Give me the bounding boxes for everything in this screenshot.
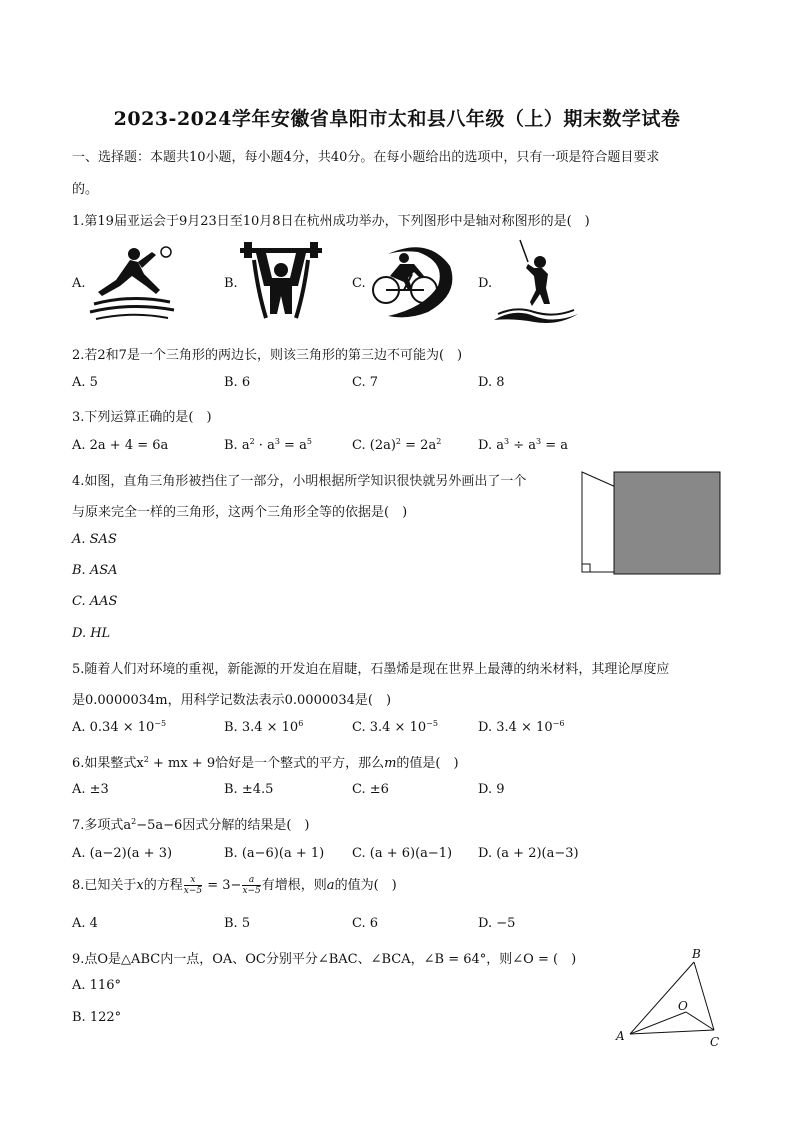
question-1-stem: 1.第19届亚运会于9月23日至10月8日在杭州成功举办，下列图形中是轴对称图形的是( )	[72, 214, 590, 229]
vertex-label-c: C	[710, 1035, 720, 1049]
question-6-stem: 6.如果整式$x^2$ + mx + 9恰好是一个整式的平方，那么m的值是( )	[72, 755, 459, 771]
q7-option-b: B. (a−6)(a + 1)	[224, 846, 325, 861]
q8-option-d: D. −5	[478, 916, 516, 931]
q2-option-c: C. 7	[352, 375, 379, 390]
q2-option-d: D. 8	[478, 375, 505, 390]
q6-option-d: D. 9	[478, 782, 505, 797]
q7-option-d: D. (a + 2)(a−3)	[478, 846, 579, 861]
q8-option-c: C. 6	[352, 916, 379, 931]
question-4-line1: 4.如图，直角三角形被挡住了一部分，小明根据所学知识很快就另外画出了一个	[72, 474, 527, 489]
q4-option-b: B. ASA	[72, 563, 118, 578]
q1-option-c: C.	[352, 276, 366, 291]
q9-option-b: B. 122°	[72, 1010, 122, 1025]
q1-option-b: B.	[224, 276, 238, 291]
hidden-triangle-figure	[578, 468, 724, 582]
q4-option-d: D. HL	[72, 626, 111, 641]
cyclist-icon	[368, 242, 458, 324]
triangle-abc-figure	[610, 944, 740, 1054]
vertex-label-a: A	[616, 1029, 625, 1043]
q3-option-b: B. $a^2 \cdot a^3 = a^5$	[224, 437, 312, 453]
q2-option-b: B. 6	[224, 375, 251, 390]
q5-option-d: D. $3.4 \times 10^{-6}$	[478, 719, 565, 735]
q6-option-c: C. ±6	[352, 782, 389, 797]
q4-option-c: C. AAS	[72, 594, 118, 609]
volleyball-athlete-icon	[86, 240, 178, 326]
q2-option-a: A. 5	[72, 375, 98, 390]
fraction-a-over-x-5: $\frac{a}{x-5}$	[242, 875, 261, 896]
section-instruction-line1: 一、选择题：本题共10小题，每小题4分，共40分。在每小题给出的选项中，只有一项是符合题目要求	[72, 150, 660, 165]
q7-option-a: A. (a−2)(a + 3)	[72, 846, 173, 861]
section-instruction-line2: 的。	[72, 182, 99, 197]
q3-option-d: D. $a^3 \div a^3 = a$	[478, 437, 569, 453]
question-2-stem: 2.若2和7是一个三角形的两边长，则该三角形的第三边不可能为( )	[72, 348, 463, 363]
q3-option-c: C. $(2a)^2 = 2a^2$	[352, 437, 442, 453]
vertex-label-b: B	[692, 947, 701, 961]
q9-option-a: A. 116°	[72, 978, 121, 993]
question-7-stem: 7.多项式$a^2-5a-6$因式分解的结果是( )	[72, 817, 310, 833]
question-3-stem: 3.下列运算正确的是( )	[72, 410, 212, 425]
q5-option-c: C. $3.4 \times 10^{-5}$	[352, 719, 438, 735]
q8-option-a: A. 4	[72, 916, 98, 931]
question-4-line2: 与原来完全一样的三角形，这两个三角形全等的依据是( )	[72, 505, 408, 520]
question-8-stem: 8.已知关于x的方程 $\frac{x}{x-5}$ = 3− $\frac{a}{x-5}$ 有增根，则a的值为( )	[72, 875, 397, 896]
point-label-o: O	[678, 999, 688, 1013]
question-5-line2: 是0.0000034m，用科学记数法表示0.0000034是( )	[72, 693, 392, 708]
fraction-x-over-x-5: $\frac{x}{x-5}$	[183, 875, 203, 896]
q1-option-a: A.	[72, 276, 86, 291]
q5-option-b: B. $3.4 \times 10^6$	[224, 719, 304, 735]
weightlifter-icon	[240, 242, 322, 324]
golfer-icon	[494, 238, 578, 330]
q6-option-a: A. ±3	[72, 782, 109, 797]
q1-option-d: D.	[478, 276, 493, 291]
q3-option-a: A. 2a + 4 = 6a	[72, 438, 169, 453]
q5-option-a: A. $0.34 \times 10^{-5}$	[72, 719, 167, 735]
question-5-line1: 5.随着人们对环境的重视，新能源的开发迫在眉睫，石墨烯是现在世界上最薄的纳米材料，其理论厚度应	[72, 662, 670, 677]
q4-option-a: A. SAS	[72, 532, 117, 547]
exam-title: 2023-2024学年安徽省阜阳市太和县八年级（上）期末数学试卷	[113, 108, 681, 130]
q7-option-c: C. (a + 6)(a−1)	[352, 846, 453, 861]
q8-option-b: B. 5	[224, 916, 251, 931]
q6-option-b: B. ±4.5	[224, 782, 274, 797]
question-9-stem: 9.点O是△ABC内一点，OA、OC分别平分∠BAC、∠BCA，∠B = 64°，则∠O = ( )	[72, 952, 577, 967]
